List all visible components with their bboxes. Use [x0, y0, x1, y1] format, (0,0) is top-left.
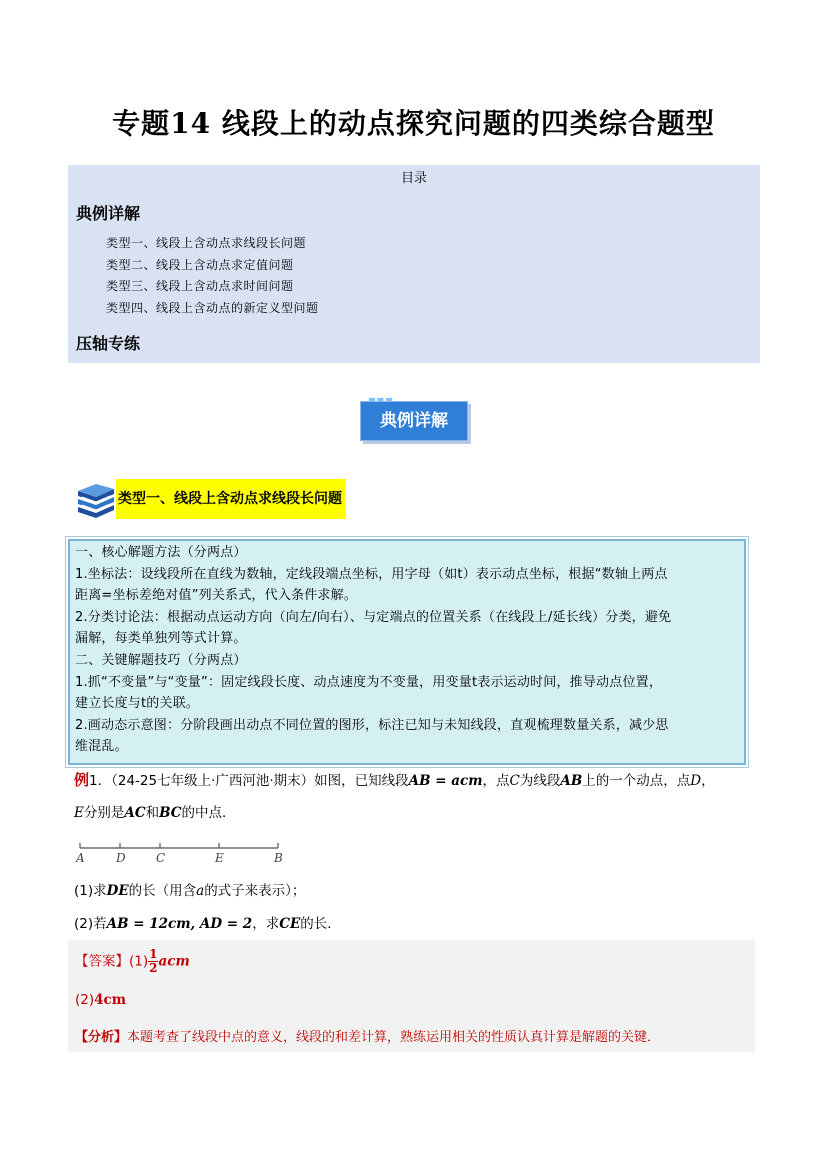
fraction: $\frac{1}{2}$	[149, 947, 158, 975]
segment-figure	[74, 838, 294, 868]
label-A: A	[76, 851, 85, 865]
toc-section-practice[interactable]: 压轴专练	[76, 334, 141, 353]
section-badge-label: 典例详解	[360, 401, 468, 441]
books-icon	[74, 481, 116, 519]
toc-item[interactable]: 类型四、线段上含动点的新定义型问题	[106, 300, 319, 315]
method-line: 1.坐标法：设线段所在直线为数轴，定线段端点坐标，用字母（如t）表示动点坐标，根据“数轴上两点	[75, 566, 668, 582]
answer-label: 【答案】	[75, 953, 129, 970]
label-D: D	[116, 851, 126, 865]
method-line: 一、核心解题方法（分两点）	[75, 545, 247, 560]
method-line: 1.抓“不变量”与“变量”：固定线段长度、动点速度为不变量，用变量t表示运动时间，推导动点位置，	[75, 674, 663, 690]
section-badge	[360, 398, 470, 442]
page-title: 专题14 线段上的动点探究问题的四类综合题型	[112, 107, 715, 140]
question-2: (2)若AB = 12cm, AD = 2，求CE的长．	[74, 916, 341, 932]
method-line: 二、关键解题技巧（分两点）	[75, 652, 247, 668]
method-line: 建立长度与t的关联。	[75, 696, 200, 712]
toc-item[interactable]: 类型一、线段上含动点求线段长问题	[106, 236, 307, 250]
analysis-label: 【分析】	[75, 1030, 128, 1045]
method-line: 漏解，每类单独列等式计算。	[75, 631, 247, 647]
table-of-contents	[68, 165, 760, 363]
label-E: E	[215, 851, 224, 865]
type-header-label: 类型一、线段上含动点求线段长问题	[116, 479, 346, 519]
method-line: 距离=坐标差绝对值”列关系式，代入条件求解。	[75, 588, 358, 604]
analysis-line	[75, 1026, 660, 1045]
toc-section-examples[interactable]: 典例详解	[76, 204, 141, 223]
label-B: B	[274, 851, 283, 865]
answer-box	[68, 940, 755, 1052]
method-line: 2.分类讨论法：根据动点运动方向（向左/向右）、与定端点的位置关系（在线段上/延长线）分类，避免	[75, 609, 672, 625]
example-line-1: 例1．（24-25七年级上·广西河池·期末）如图，已知线段AB = acm，点C为线段AB上的一个动点，点D，	[74, 771, 715, 789]
answer-line-2: (2)4cm	[75, 992, 127, 1008]
method-box	[68, 539, 746, 765]
math-expression: AB = 12cm, AD = 2	[106, 916, 253, 932]
question-1: (1)求DE的长（用含a的式子来表示）；	[74, 883, 306, 899]
example-label: 例	[74, 771, 90, 789]
toc-item[interactable]: 类型二、线段上含动点求定值问题	[106, 257, 294, 272]
analysis-text: 本题考查了线段中点的意义，线段的和差计算，熟练运用相关的性质认真计算是解题的关键．	[127, 1030, 661, 1045]
toc-item-list	[106, 233, 319, 319]
answer-line-1: 【答案】(1) $\frac{1}{2}$ acm	[75, 947, 190, 975]
method-line: 维混乱。	[75, 739, 128, 755]
example-number: 1．	[89, 773, 112, 789]
toc-heading: 目录	[400, 171, 427, 186]
example-line-2: E分别是AC和BC的中点．	[74, 805, 236, 821]
example-text: （24-25七年级上·广西河池·期末）如图，已知线段	[111, 773, 409, 789]
method-line: 2.画动态示意图：分阶段画出动点不同位置的图形，标注已知与未知线段，直观梳理数量关系，减少思	[75, 717, 669, 733]
math-expression: AB = acm	[408, 773, 483, 789]
toc-item[interactable]: 类型三、线段上含动点求时间问题	[106, 279, 294, 293]
label-C: C	[156, 851, 166, 865]
